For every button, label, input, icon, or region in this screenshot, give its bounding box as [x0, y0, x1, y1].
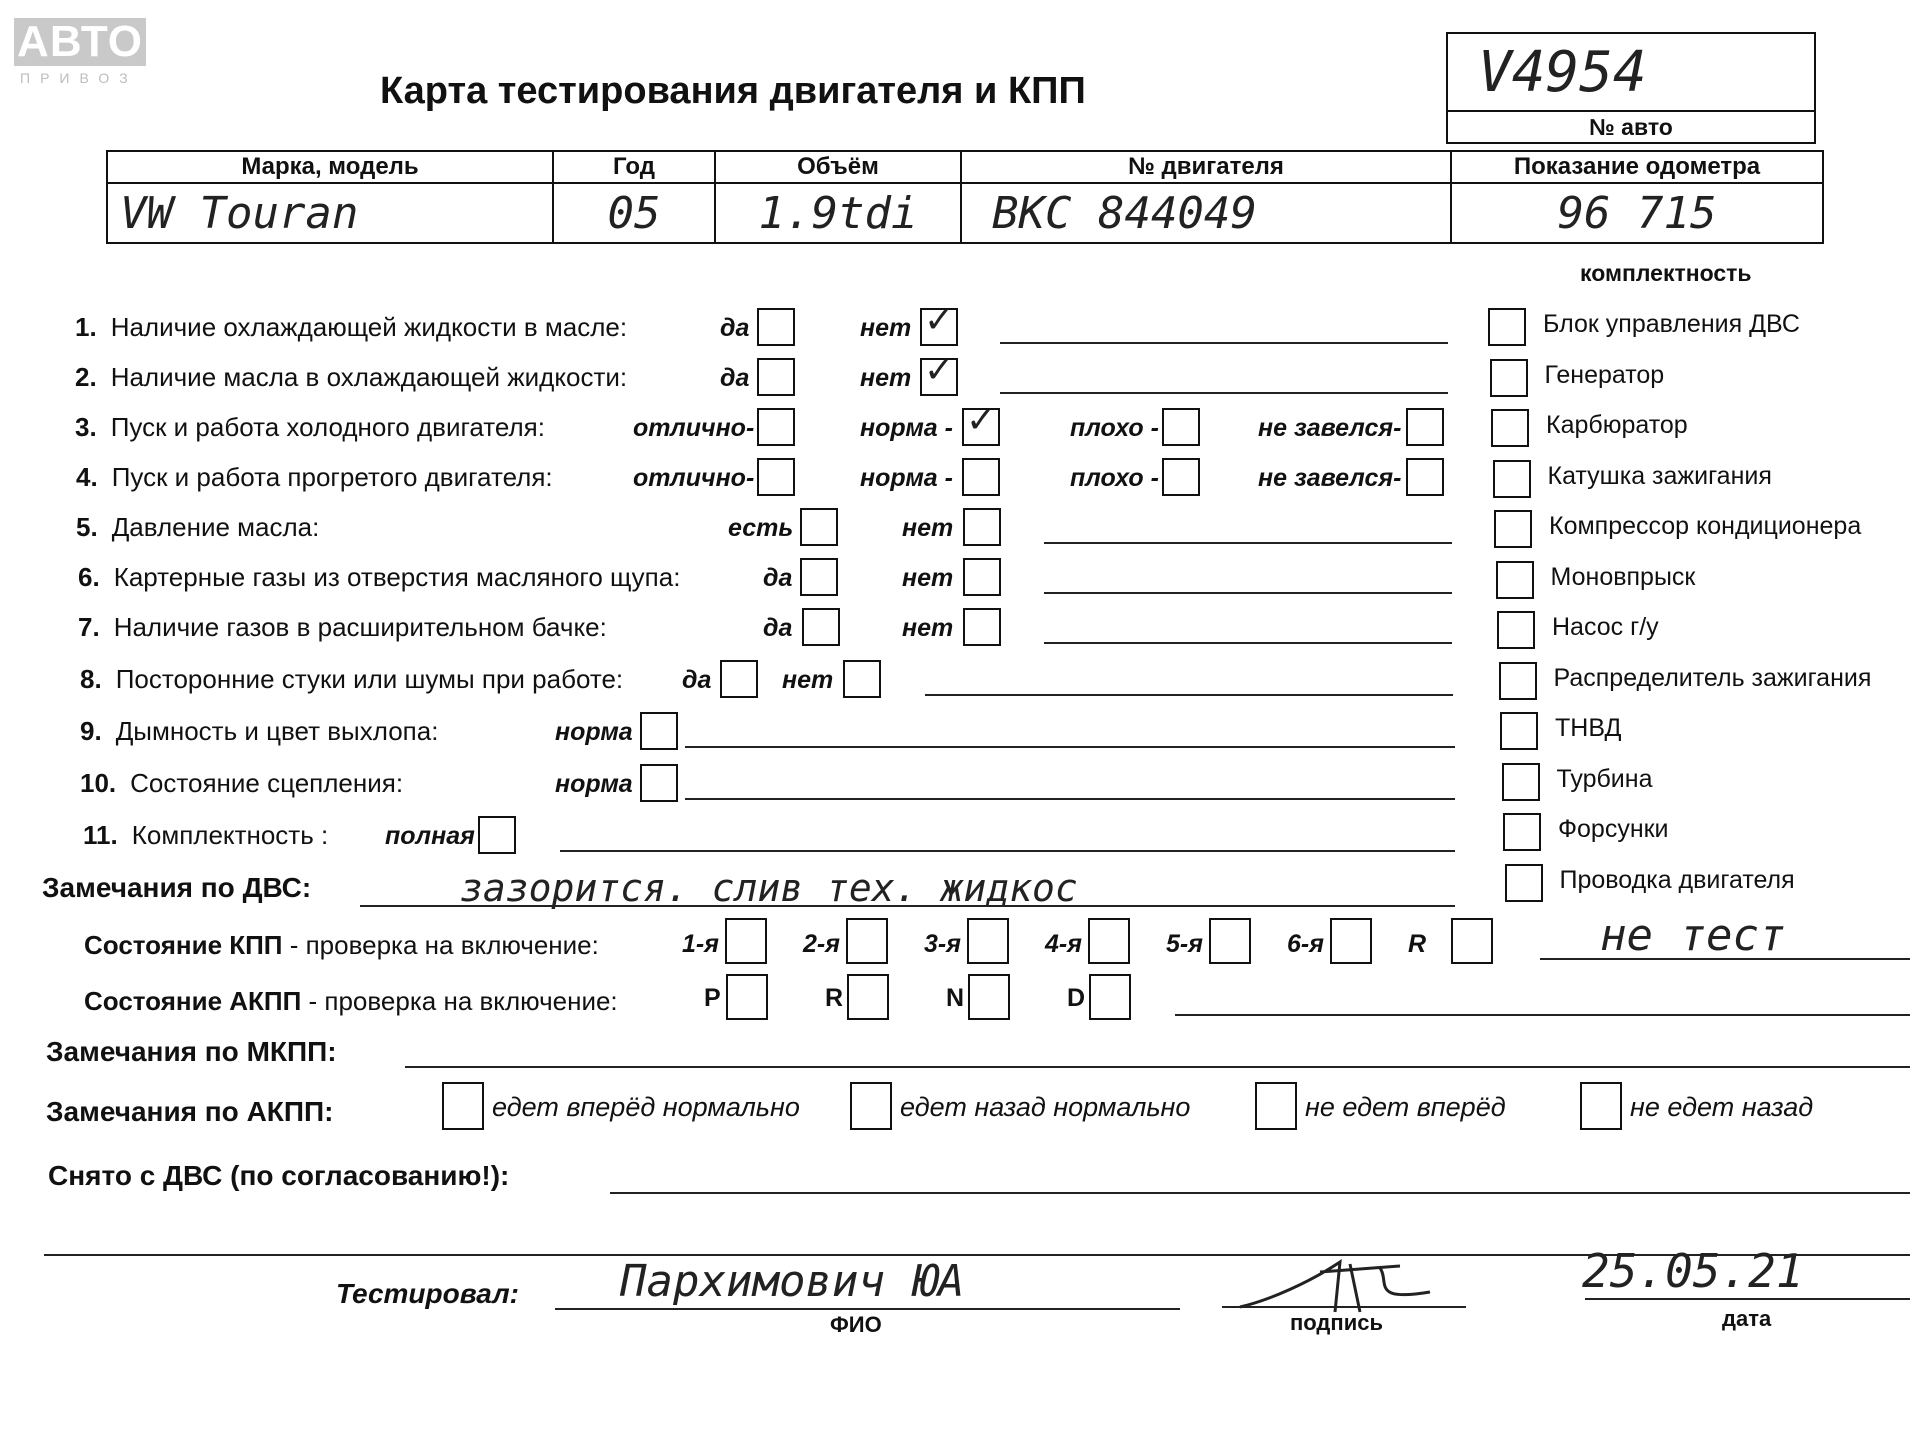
check-option-label: не завелся-	[1258, 414, 1402, 442]
logo-text: АВТО	[14, 18, 146, 66]
akpp-checkbox[interactable]	[1255, 1082, 1297, 1130]
kit-checkbox[interactable]	[1491, 409, 1529, 447]
manual-label	[84, 930, 599, 961]
check-item-number: 2.	[75, 362, 97, 392]
header-label-odometer: Показание одометра	[1451, 151, 1823, 183]
auto-mode-label: D	[1067, 984, 1086, 1012]
header-label-year: Год	[553, 151, 715, 183]
header-value-year: 05	[553, 183, 715, 243]
check-option-label: плохо -	[1070, 464, 1159, 492]
name-line	[555, 1308, 1180, 1310]
check-item-1	[75, 312, 627, 343]
check-option-label: отлично-	[633, 414, 755, 442]
check-item-11	[83, 820, 328, 851]
manual-label-rest: - проверка на включение:	[282, 930, 599, 960]
akpp-remarks-label: Замечания по АКПП:	[46, 1096, 334, 1127]
check-item-number: 7.	[78, 612, 100, 642]
check-item-9	[80, 716, 438, 747]
check-item-number: 3.	[75, 412, 97, 442]
mkpp-remarks-label: Замечания по МКПП:	[46, 1036, 337, 1067]
header-label-volume: Объём	[715, 151, 961, 183]
check-item-note-line	[1044, 542, 1452, 544]
check-item-note-line	[560, 850, 1455, 852]
check-item-text: Картерные газы из отверстия масляного щупа:	[113, 562, 681, 592]
name-label: ФИО	[830, 1312, 882, 1337]
check-option-label: да	[682, 666, 712, 694]
header-value-volume: 1.9tdi	[715, 183, 961, 243]
check-item-4	[76, 462, 553, 493]
gear-label: R	[1408, 930, 1427, 958]
check-item-note-line	[1000, 392, 1448, 394]
car-number-box	[1446, 32, 1816, 144]
kit-checkbox[interactable]	[1497, 611, 1535, 649]
auto-line	[1175, 1014, 1910, 1016]
gear-checkbox[interactable]	[725, 918, 767, 964]
check-option-label: нет	[860, 314, 912, 342]
check-item-note-line	[685, 746, 1455, 748]
check-item-text: Дымность и цвет выхлопа:	[115, 716, 439, 746]
check-mark-icon: ✓	[966, 400, 997, 441]
kit-checkbox[interactable]	[1502, 763, 1540, 801]
removed-label: Снято с ДВС (по согласованию!):	[48, 1160, 510, 1191]
check-option-checkbox[interactable]	[757, 308, 795, 346]
kit-item: Насос г/у	[1552, 613, 1659, 641]
check-item-text: Наличие охлаждающей жидкости в масле:	[110, 312, 628, 342]
kit-checkbox[interactable]	[1496, 561, 1534, 599]
check-option-checkbox[interactable]	[478, 816, 516, 854]
kit-item: Компрессор кондиционера	[1549, 512, 1862, 540]
kit-checkbox[interactable]	[1503, 813, 1541, 851]
date-label: дата	[1722, 1306, 1772, 1331]
check-option-checkbox[interactable]	[1406, 458, 1444, 496]
check-item-number: 10.	[80, 768, 117, 798]
kit-item: Распределитель зажигания	[1553, 663, 1872, 692]
akpp-checkbox[interactable]	[850, 1082, 892, 1130]
auto-mode-checkbox[interactable]	[1089, 974, 1131, 1020]
auto-label-rest: - проверка на включение:	[301, 986, 618, 1016]
akpp-option-label: не едет вперёд	[1305, 1092, 1506, 1122]
check-option-label: нет	[902, 514, 954, 542]
gear-label: 1-я	[682, 930, 719, 958]
gear-label: 5-я	[1166, 930, 1203, 958]
check-option-checkbox[interactable]	[757, 458, 795, 496]
check-option-checkbox[interactable]	[963, 508, 1001, 546]
logo-subtext: ПРИВОЗ	[20, 70, 138, 86]
kit-item: Проводка двигателя	[1559, 865, 1795, 894]
engine-remarks-label: Замечания по ДВС:	[42, 872, 312, 903]
check-option-checkbox[interactable]	[640, 764, 678, 802]
check-item-number: 11.	[83, 820, 118, 850]
check-option-checkbox[interactable]	[802, 608, 840, 646]
auto-label-bold: Состояние АКПП	[84, 986, 302, 1016]
check-option-label: норма	[555, 718, 633, 746]
check-item-number: 9.	[80, 716, 102, 746]
gear-label: 6-я	[1287, 930, 1324, 958]
check-option-checkbox[interactable]	[843, 660, 881, 698]
header-value-model: VW Touran	[107, 183, 553, 243]
check-option-label: не завелся-	[1258, 464, 1402, 492]
kit-item: Форсунки	[1558, 815, 1669, 843]
kit-item: Моновпрыск	[1550, 562, 1696, 591]
name-value: Пархимович ЮА	[620, 1256, 965, 1307]
check-option-checkbox[interactable]	[720, 660, 758, 698]
auto-mode-checkbox[interactable]	[847, 974, 889, 1020]
check-item-number: 1.	[75, 312, 97, 342]
check-item-note-line	[685, 798, 1455, 800]
check-item-note-line	[1000, 342, 1448, 344]
kit-checkbox[interactable]	[1490, 359, 1528, 397]
check-mark-icon: ✓	[924, 300, 955, 341]
engine-remarks-value: зазорится. слив тех. жидкос	[460, 866, 1078, 910]
check-option-checkbox[interactable]	[1162, 458, 1200, 496]
mkpp-remarks-line	[405, 1066, 1910, 1068]
signature-label: подпись	[1290, 1310, 1383, 1335]
auto-mode-checkbox[interactable]	[968, 974, 1010, 1020]
check-option-checkbox[interactable]	[1162, 408, 1200, 446]
auto-mode-label: P	[704, 984, 721, 1012]
kit-item: Карбюратор	[1546, 411, 1688, 439]
check-option-checkbox[interactable]	[800, 508, 838, 546]
kit-item: Генератор	[1544, 360, 1665, 389]
check-item-text: Пуск и работа прогретого двигателя:	[111, 462, 553, 492]
check-option-label: плохо -	[1070, 414, 1159, 442]
check-option-label: да	[763, 564, 793, 592]
check-item-10	[80, 768, 403, 799]
akpp-option-label: едет вперёд нормально	[492, 1092, 800, 1122]
check-mark-icon: ✓	[924, 350, 955, 391]
manual-label-bold: Состояние КПП	[84, 930, 283, 960]
auto-mode-checkbox[interactable]	[726, 974, 768, 1020]
check-option-checkbox[interactable]	[963, 558, 1001, 596]
check-item-note-line	[925, 694, 1453, 696]
check-option-checkbox[interactable]	[962, 458, 1000, 496]
gear-label: 2-я	[803, 930, 840, 958]
akpp-checkbox[interactable]	[442, 1082, 484, 1130]
akpp-checkbox[interactable]	[1580, 1082, 1622, 1130]
check-item-text: Пуск и работа холодного двигателя:	[110, 412, 545, 442]
page-title: Карта тестирования двигателя и КПП	[380, 70, 1086, 112]
check-item-text: Наличие масла в охлаждающей жидкости:	[110, 362, 628, 392]
header-value-odometer: 96 715	[1451, 183, 1823, 243]
check-item-number: 4.	[76, 462, 98, 492]
kit-checkbox[interactable]	[1499, 662, 1537, 700]
check-option-label: нет	[902, 564, 954, 592]
auto-mode-label: N	[946, 984, 965, 1012]
check-option-label: норма -	[860, 414, 953, 442]
check-option-label: нет	[860, 364, 912, 392]
check-item-number: 8.	[80, 664, 102, 694]
check-item-7	[78, 612, 607, 643]
gear-checkbox[interactable]	[846, 918, 888, 964]
check-option-label: да	[763, 614, 793, 642]
car-number-label: № авто	[1589, 114, 1673, 140]
kit-checkbox[interactable]	[1500, 712, 1538, 750]
akpp-option-label: едет назад нормально	[900, 1092, 1191, 1122]
kit-item: Катушка зажигания	[1547, 461, 1772, 490]
kit-checkbox[interactable]	[1488, 308, 1526, 346]
check-item-text: Комплектность :	[131, 820, 329, 850]
check-item-text: Посторонние стуки или шумы при работе:	[115, 664, 624, 694]
check-item-number: 6.	[78, 562, 100, 592]
akpp-option-label: не едет назад	[1630, 1092, 1814, 1122]
check-option-checkbox[interactable]	[1406, 408, 1444, 446]
check-item-note-line	[1044, 592, 1452, 594]
date-value: 25.05.21	[1582, 1244, 1804, 1298]
check-option-label: да	[720, 314, 750, 342]
auto-mode-label: R	[825, 984, 844, 1012]
check-option-label: да	[720, 364, 750, 392]
kit-item: ТНВД	[1555, 714, 1622, 742]
gear-checkbox[interactable]	[1330, 918, 1372, 964]
tested-label: Тестировал:	[336, 1278, 519, 1309]
header-label-engine-number: № двигателя	[961, 151, 1451, 183]
kit-item: Блок управления ДВС	[1543, 310, 1800, 338]
gear-checkbox[interactable]	[1088, 918, 1130, 964]
check-option-checkbox[interactable]	[757, 358, 795, 396]
check-item-note-line	[1044, 642, 1452, 644]
kit-title: комплектность	[1580, 260, 1752, 286]
kit-item: Турбина	[1556, 764, 1653, 793]
car-number-value: V4954	[1478, 40, 1647, 105]
check-option-label: нет	[902, 614, 954, 642]
gear-label: 4-я	[1045, 930, 1082, 958]
check-option-label: есть	[728, 514, 794, 542]
gear-checkbox[interactable]	[1451, 918, 1493, 964]
check-item-8	[80, 664, 623, 695]
kit-checkbox[interactable]	[1494, 510, 1532, 548]
check-option-checkbox[interactable]	[757, 408, 795, 446]
check-option-checkbox[interactable]	[640, 712, 678, 750]
gear-label: 3-я	[924, 930, 961, 958]
auto-label	[84, 986, 618, 1017]
kit-checkbox[interactable]	[1493, 460, 1531, 498]
vehicle-header-table	[106, 150, 1824, 244]
check-item-number: 5.	[76, 512, 98, 542]
check-item-text: Давление масла:	[111, 512, 320, 542]
check-option-label: норма	[555, 770, 633, 798]
check-option-label: нет	[782, 666, 834, 694]
check-item-6	[78, 562, 680, 593]
check-option-label: норма -	[860, 464, 953, 492]
car-number-divider	[1448, 110, 1814, 112]
removed-line	[610, 1192, 1910, 1194]
check-item-5	[76, 512, 319, 543]
date-line	[1585, 1298, 1910, 1300]
check-item-3	[75, 412, 545, 443]
check-option-checkbox[interactable]	[963, 608, 1001, 646]
check-item-text: Наличие газов в расширительном бачке:	[113, 612, 607, 642]
header-value-engine-number: BKC 844049	[961, 183, 1451, 243]
header-label-model: Марка, модель	[107, 151, 553, 183]
check-item-text: Состояние сцепления:	[130, 768, 404, 798]
check-option-checkbox[interactable]	[800, 558, 838, 596]
logo	[14, 18, 146, 86]
kit-checkbox[interactable]	[1505, 864, 1543, 902]
check-option-label: полная	[385, 822, 475, 850]
manual-note: не тест	[1600, 910, 1786, 961]
gear-checkbox[interactable]	[1209, 918, 1251, 964]
check-option-label: отлично-	[633, 464, 755, 492]
gear-checkbox[interactable]	[967, 918, 1009, 964]
check-item-2	[75, 362, 627, 393]
